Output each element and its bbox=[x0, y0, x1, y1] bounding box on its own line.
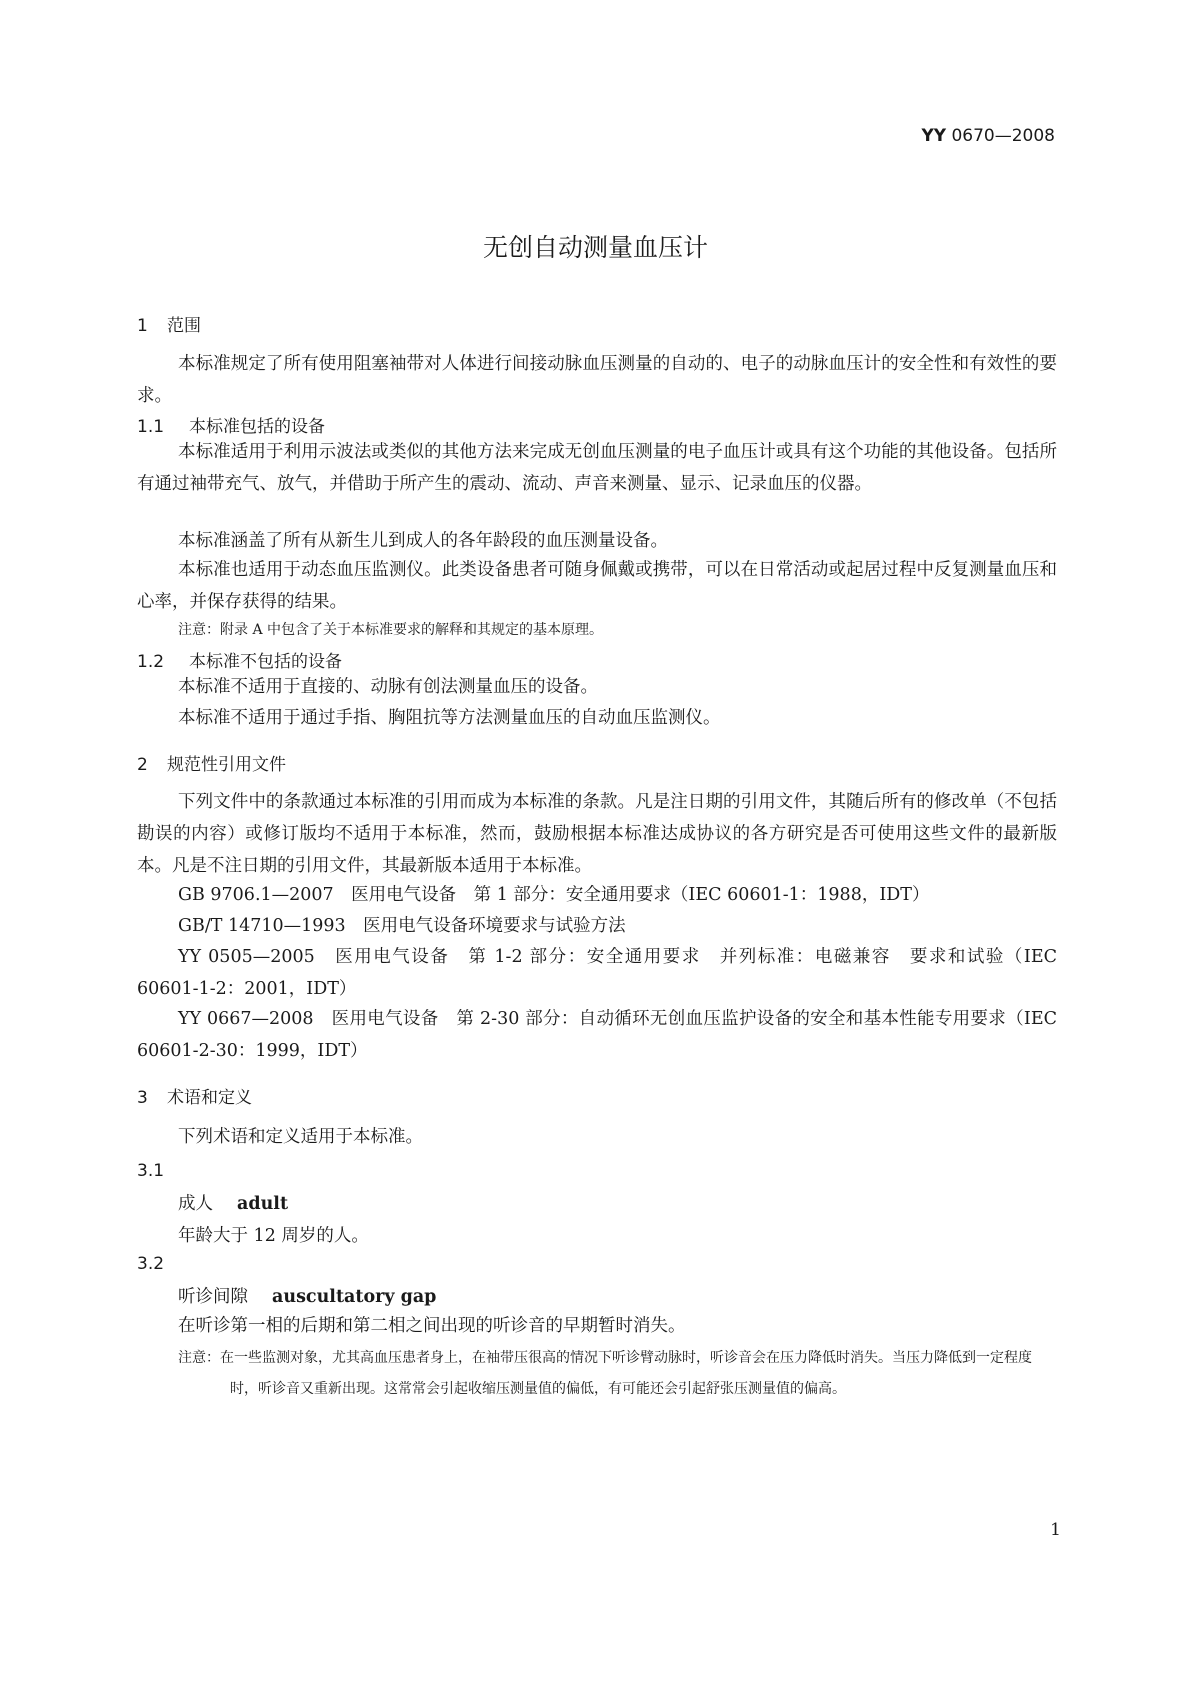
term-3-2-note: 注意：在一些监测对象，尤其高血压患者身上，在袖带压很高的情况下听诊臂动脉时，听诊音会在压力降低时消失。当压力降低到一定程度时，听诊音又重新出现。这常常会引起收缩压测量值的偏低，有可能还会引起舒张压测量值的偏高。 bbox=[178, 1350, 1032, 1397]
term-english: auscultatory gap bbox=[272, 1287, 437, 1307]
page-number: 1 bbox=[1050, 1520, 1061, 1540]
section-1-1-note: 注意：附录 A 中包含了关于本标准要求的解释和其规定的基本原理。 bbox=[178, 622, 604, 638]
term-chinese: 成人 bbox=[178, 1194, 213, 1214]
section-1-1-paragraph-1: 本标准适用于利用示波法或类似的其他方法来完成无创血压测量的电子血压计或具有这个功能的其他设备。包括所有通过袖带充气、放气，并借助于所产生的震动、流动、声音来测量、显示、记录血压的仪器。 bbox=[137, 442, 1057, 494]
section-1-1-heading bbox=[137, 412, 325, 437]
section-3-heading bbox=[137, 1083, 252, 1108]
term-chinese: 听诊间隙 bbox=[178, 1287, 248, 1307]
term-3-2 bbox=[178, 1283, 436, 1308]
section-title: 本标准包括的设备 bbox=[189, 417, 325, 437]
reference-item: GB 9706.1—2007 医用电气设备 第 1 部分：安全通用要求（IEC 60601-1：1988，IDT） bbox=[178, 885, 930, 905]
term-english: adult bbox=[237, 1194, 289, 1214]
term-3-2-definition: 在听诊第一相的后期和第二相之间出现的听诊音的早期暂时消失。 bbox=[178, 1316, 686, 1336]
standard-number: 0670—2008 bbox=[951, 126, 1055, 146]
section-number: 3 bbox=[137, 1088, 148, 1108]
section-1-2-heading bbox=[137, 647, 342, 672]
section-number: 2 bbox=[137, 755, 148, 775]
section-3-paragraph: 下列术语和定义适用于本标准。 bbox=[178, 1127, 423, 1147]
term-3-1-definition: 年龄大于 12 周岁的人。 bbox=[178, 1226, 369, 1246]
standard-code bbox=[921, 126, 1055, 146]
section-number: 1.2 bbox=[137, 652, 165, 672]
term-3-2-number: 3.2 bbox=[137, 1254, 165, 1274]
section-title: 本标准不包括的设备 bbox=[189, 652, 342, 672]
reference-item: YY 0505—2005 医用电气设备 第 1-2 部分：安全通用要求 并列标准：电磁兼容 要求和试验（IEC 60601-1-2：2001，IDT） bbox=[137, 947, 1057, 999]
section-title: 术语和定义 bbox=[167, 1088, 252, 1108]
section-2-paragraph: 下列文件中的条款通过本标准的引用而成为本标准的条款。凡是注日期的引用文件，其随后所有的修改单（不包括勘误的内容）或修订版均不适用于本标准，然而，鼓励根据本标准达成协议的各方研究是否可使用这些文件的最新版本。凡是不注日期的引用文件，其最新版本适用于本标准。 bbox=[137, 792, 1057, 876]
section-2-heading bbox=[137, 750, 286, 775]
section-1-heading bbox=[137, 311, 201, 336]
section-1-1-paragraph-3: 本标准也适用于动态血压监测仪。此类设备患者可随身佩戴或携带，可以在日常活动或起居过程中反复测量血压和心率，并保存获得的结果。 bbox=[137, 560, 1057, 612]
reference-item: YY 0667—2008 医用电气设备 第 2-30 部分：自动循环无创血压监护设备的安全和基本性能专用要求（IEC 60601-2-30：1999，IDT） bbox=[137, 1009, 1057, 1061]
term-3-1-number: 3.1 bbox=[137, 1161, 165, 1181]
standard-prefix: YY bbox=[921, 126, 947, 146]
section-title: 规范性引用文件 bbox=[167, 755, 286, 775]
section-1-1-paragraph-2: 本标准涵盖了所有从新生儿到成人的各年龄段的血压测量设备。 bbox=[178, 531, 668, 551]
section-title: 范围 bbox=[167, 316, 201, 336]
section-1-2-paragraph-1: 本标准不适用于直接的、动脉有创法测量血压的设备。 bbox=[178, 677, 598, 697]
document-title: 无创自动测量血压计 bbox=[482, 233, 708, 262]
reference-item: GB/T 14710—1993 医用电气设备环境要求与试验方法 bbox=[178, 916, 626, 936]
term-3-1 bbox=[178, 1190, 288, 1215]
section-1-2-paragraph-2: 本标准不适用于通过手指、胸阻抗等方法测量血压的自动血压监测仪。 bbox=[178, 708, 721, 728]
section-number: 1 bbox=[137, 316, 148, 336]
section-1-paragraph: 本标准规定了所有使用阻塞袖带对人体进行间接动脉血压测量的自动的、电子的动脉血压计的安全性和有效性的要求。 bbox=[137, 354, 1057, 406]
section-number: 1.1 bbox=[137, 417, 165, 437]
